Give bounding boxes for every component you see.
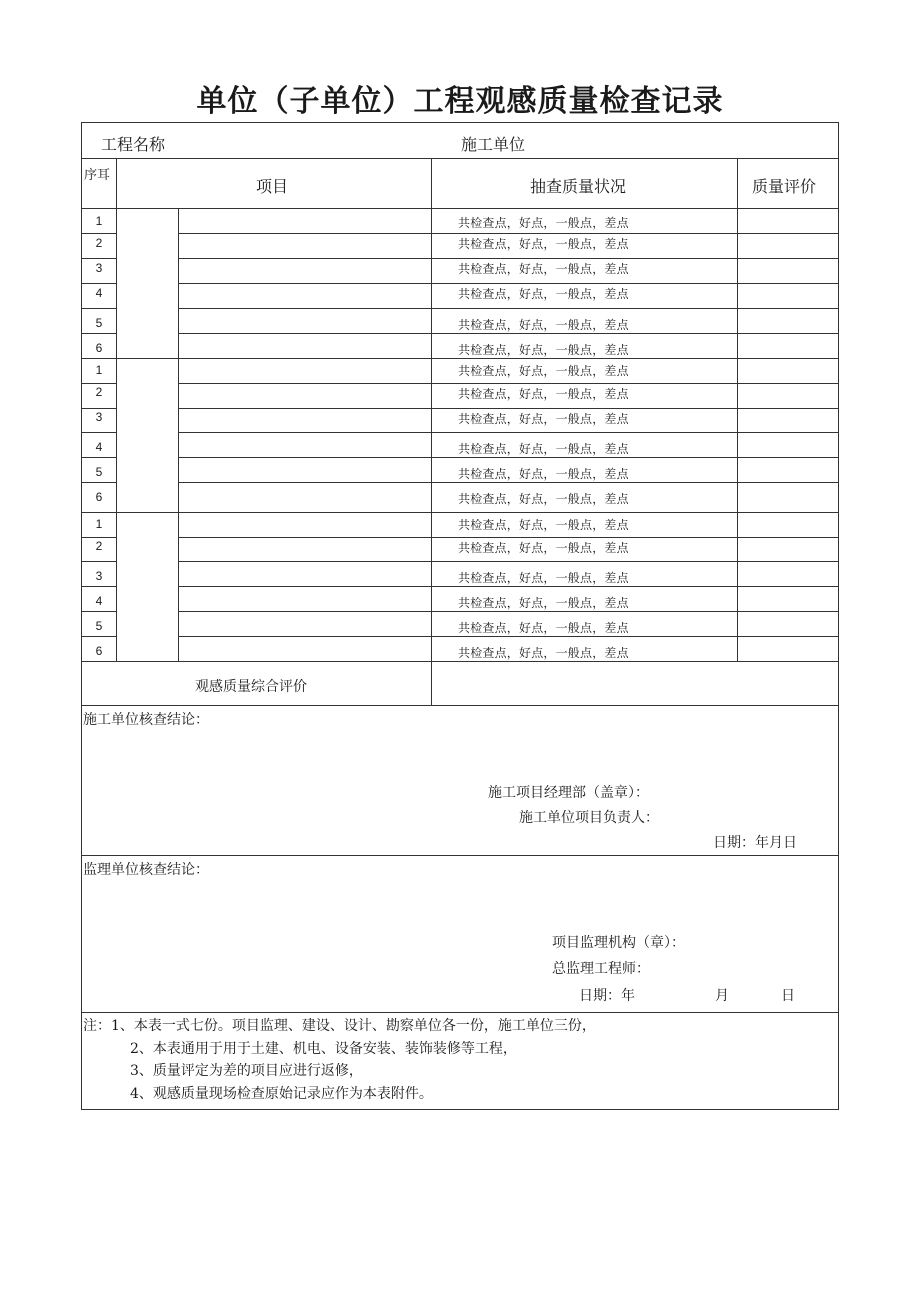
construction-date: 日期：年月日 <box>713 835 797 851</box>
row-separator <box>178 561 839 562</box>
row-separator <box>81 233 116 234</box>
row-separator <box>178 308 839 309</box>
check-status: 共检查点，好点，一般点，差点 <box>458 596 629 610</box>
row-separator <box>81 457 116 458</box>
vline-seq <box>116 158 117 661</box>
row-number: 1 <box>95 214 103 228</box>
rule-g2-end <box>81 512 839 513</box>
check-status: 共检查点，好点，一般点，差点 <box>458 467 629 481</box>
row-separator <box>81 383 116 384</box>
row-number: 2 <box>95 385 103 399</box>
supervision-conclusion-label: 监理单位核查结论： <box>83 862 209 878</box>
rule-supervision-end <box>81 1012 839 1013</box>
rule-overall-end <box>81 705 839 706</box>
row-number: 5 <box>95 619 103 633</box>
rule-g3-end <box>81 661 839 662</box>
check-status: 共检查点，好点，一般点，差点 <box>458 621 629 635</box>
row-separator <box>81 482 116 483</box>
row-separator <box>178 283 839 284</box>
vline-status <box>431 158 432 705</box>
row-separator <box>81 636 116 637</box>
row-separator <box>178 586 839 587</box>
header-seq: 序耳 <box>84 168 111 183</box>
check-status: 共检查点，好点，一般点，差点 <box>458 287 629 301</box>
row-separator <box>178 408 839 409</box>
row-separator <box>178 636 839 637</box>
row-separator <box>178 537 839 538</box>
row-separator <box>178 258 839 259</box>
row-separator <box>81 308 116 309</box>
supervision-date-month: 月 <box>715 988 729 1004</box>
row-separator <box>178 482 839 483</box>
row-number: 5 <box>95 316 103 330</box>
check-status: 共检查点，好点，一般点，差点 <box>458 343 629 357</box>
construction-conclusion-label: 施工单位核查结论： <box>83 712 209 728</box>
header-item: 项目 <box>256 177 289 196</box>
row-number: 4 <box>95 594 103 608</box>
row-number: 3 <box>95 261 103 275</box>
overall-evaluation-label: 观感质量综合评价 <box>195 679 307 695</box>
check-status: 共检查点，好点，一般点，差点 <box>458 518 629 532</box>
header-status: 抽查质量状况 <box>530 177 627 196</box>
row-separator <box>81 258 116 259</box>
row-number: 1 <box>95 363 103 377</box>
row-separator <box>178 383 839 384</box>
check-status: 共检查点，好点，一般点，差点 <box>458 216 629 230</box>
row-separator <box>178 611 839 612</box>
note-line: 注：1、本表一式七份。项目监理、建设、设计、勘察单位各一份，施工单位三份， <box>83 1018 596 1034</box>
construction-leader: 施工单位项目负责人： <box>519 810 659 826</box>
check-status: 共检查点，好点，一般点，差点 <box>458 492 629 506</box>
note-line: 4、观感质量现场检查原始记录应作为本表附件。 <box>130 1086 433 1102</box>
supervision-engineer: 总监理工程师： <box>552 961 650 977</box>
row-separator <box>178 333 839 334</box>
project-name-label: 工程名称 <box>101 135 166 154</box>
row-number: 6 <box>95 644 103 658</box>
check-status: 共检查点，好点，一般点，差点 <box>458 646 629 660</box>
note-line: 2、本表通用于用于土建、机电、设备安装、装饰装修等工程， <box>130 1041 517 1057</box>
row-separator <box>81 408 116 409</box>
row-number: 2 <box>95 236 103 250</box>
check-status: 共检查点，好点，一般点，差点 <box>458 237 629 251</box>
check-status: 共检查点，好点，一般点，差点 <box>458 571 629 585</box>
row-number: 2 <box>95 539 103 553</box>
row-number: 3 <box>95 569 103 583</box>
supervision-date-label: 日期：年 <box>579 988 635 1004</box>
supervision-date-day: 日 <box>781 988 795 1004</box>
rule-header-bottom <box>81 208 839 209</box>
row-separator <box>81 611 116 612</box>
check-status: 共检查点，好点，一般点，差点 <box>458 387 629 401</box>
check-status: 共检查点，好点，一般点，差点 <box>458 541 629 555</box>
check-status: 共检查点，好点，一般点，差点 <box>458 318 629 332</box>
check-status: 共检查点，好点，一般点，差点 <box>458 442 629 456</box>
rule-header-top <box>81 158 839 159</box>
note-line: 3、质量评定为差的项目应进行返修， <box>130 1063 363 1079</box>
rule-g1-end <box>81 358 839 359</box>
row-number: 3 <box>95 410 103 424</box>
row-separator <box>81 537 116 538</box>
supervision-org-stamp: 项目监理机构（章）： <box>552 935 685 951</box>
construction-dept-stamp: 施工项目经理部（盖章）： <box>488 785 649 801</box>
row-separator <box>81 333 116 334</box>
row-separator <box>178 457 839 458</box>
row-number: 5 <box>95 465 103 479</box>
row-number: 1 <box>95 517 103 531</box>
row-number: 6 <box>95 341 103 355</box>
header-evaluation: 质量评价 <box>752 177 817 196</box>
check-status: 共检查点，好点，一般点，差点 <box>458 364 629 378</box>
construction-unit-label: 施工单位 <box>461 135 526 154</box>
page-title: 单位（子单位）工程观感质量检查记录 <box>196 84 724 119</box>
row-number: 6 <box>95 490 103 504</box>
row-separator <box>178 233 839 234</box>
row-separator <box>81 561 116 562</box>
row-number: 4 <box>95 440 103 454</box>
row-separator <box>178 432 839 433</box>
row-separator <box>81 586 116 587</box>
row-separator <box>81 283 116 284</box>
row-number: 4 <box>95 286 103 300</box>
vline-group <box>178 208 179 661</box>
check-status: 共检查点，好点，一般点，差点 <box>458 412 629 426</box>
rule-construction-end <box>81 855 839 856</box>
check-status: 共检查点，好点，一般点，差点 <box>458 262 629 276</box>
vline-eval <box>737 158 738 661</box>
row-separator <box>81 432 116 433</box>
